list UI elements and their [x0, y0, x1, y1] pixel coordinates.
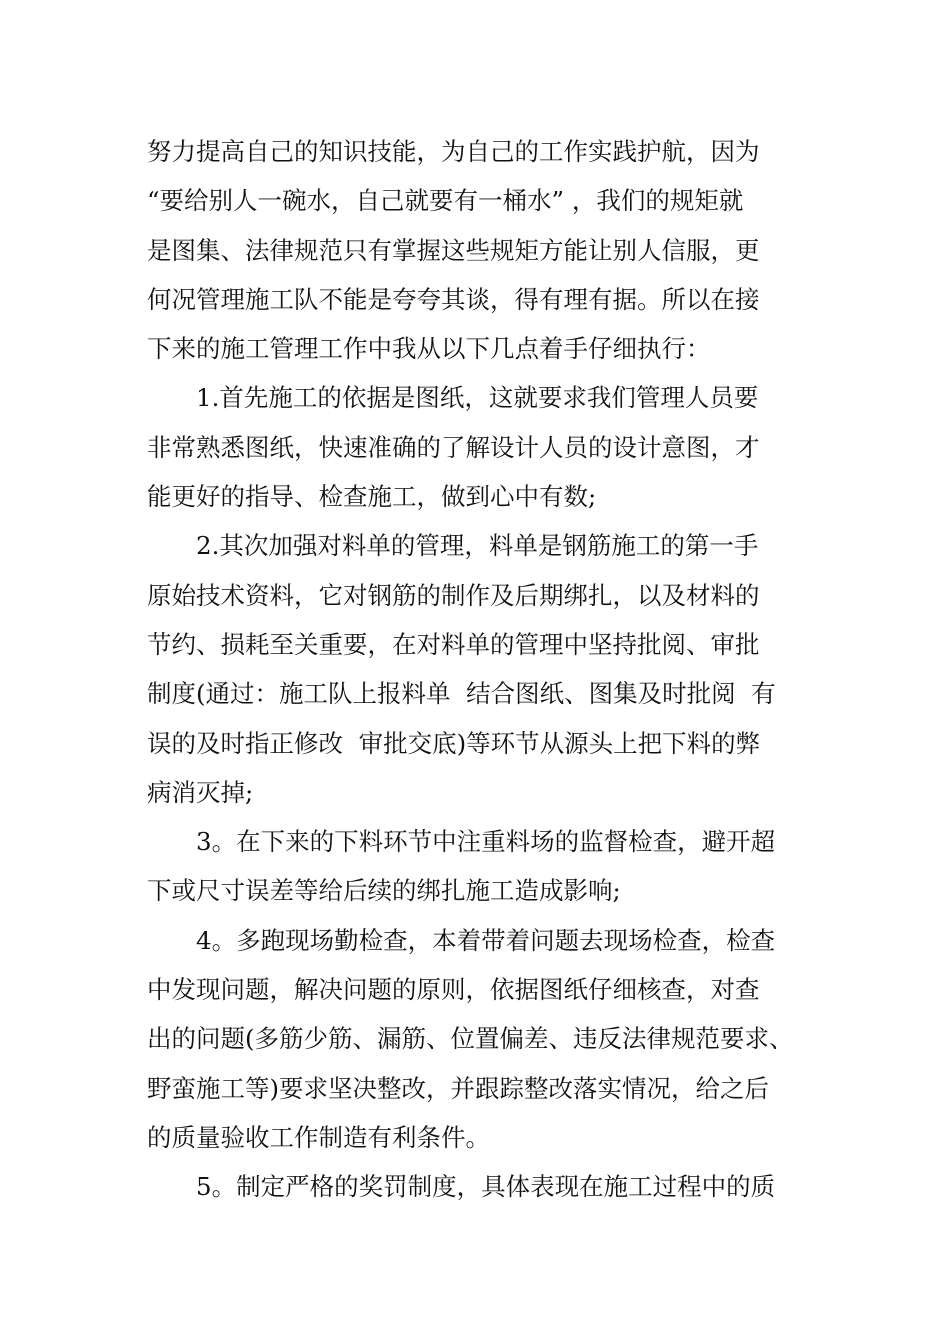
text-line: 误的及时指正修改 审批交底)等环节从源头上把下料的弊 — [147, 728, 761, 758]
list-item-4-start: 4。多跑现场勤检查，本着带着问题去现场检查，检查 — [196, 925, 776, 955]
text-line: 下或尺寸误差等给后续的绑扎施工造成影响; — [147, 876, 621, 906]
text-line: 能更好的指导、检查施工，做到心中有数; — [147, 482, 597, 512]
text-line: 节约、损耗至关重要，在对料单的管理中坚持批阅、审批 — [147, 629, 760, 659]
list-item-5-start: 5。制定严格的奖罚制度，具体表现在施工过程中的质 — [196, 1172, 776, 1202]
text-line: 是图集、法律规范只有掌握这些规矩方能让别人信服，更 — [147, 235, 760, 265]
list-item-1-start: 1.首先施工的依据是图纸，这就要求我们管理人员要 — [196, 383, 759, 413]
text-line: 非常熟悉图纸，快速准确的了解设计人员的设计意图，才 — [147, 432, 760, 462]
body-text — [147, 127, 837, 1212]
text-line: 的质量验收工作制造有利条件。 — [147, 1122, 490, 1152]
text-line: 野蛮施工等)要求坚决整改，并跟踪整改落实情况，给之后 — [147, 1073, 770, 1103]
text-line: 中发现问题，解决问题的原则，依据图纸仔细核查，对查 — [147, 975, 760, 1005]
text-line: 何况管理施工队不能是夸夸其谈，得有理有据。所以在接 — [147, 284, 760, 314]
text-line: 下来的施工管理工作中我从以下几点着手仔细执行： — [147, 334, 711, 364]
text-line: 出的问题(多筋少筋、漏筋、位置偏差、违反法律规范要求、 — [147, 1024, 794, 1054]
text-line: 制度(通过：施工队上报料单 结合图纸、图集及时批阅 有 — [147, 679, 776, 709]
list-item-3-start: 3。在下来的下料环节中注重料场的监督检查，避开超 — [196, 827, 776, 857]
text-line: 努力提高自己的知识技能，为自己的工作实践护航，因为 — [147, 137, 760, 166]
text-line: 原始技术资料，它对钢筋的制作及后期绑扎，以及材料的 — [147, 580, 760, 610]
list-item-2-start: 2.其次加强对料单的管理，料单是钢筋施工的第一手 — [196, 531, 759, 561]
text-line: “要给别人一碗水，自己就要有一桶水” ，我们的规矩就 — [147, 186, 744, 216]
text-line: 病消灭掉; — [147, 777, 254, 807]
